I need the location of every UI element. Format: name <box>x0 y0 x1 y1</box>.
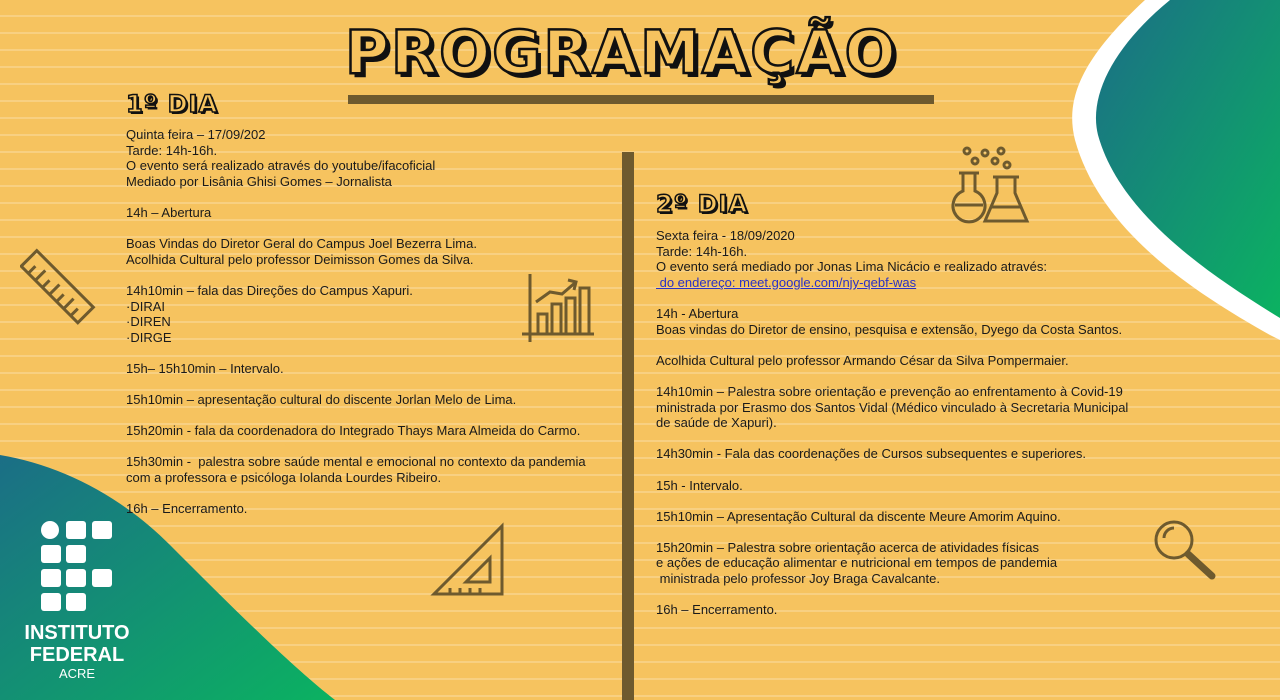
day2-line: 14h30min - Fala das coordenações de Cursos subsequentes e superiores. <box>656 446 1086 462</box>
page-title: PROGRAMAÇÃO <box>345 18 898 88</box>
lab-flasks-icon <box>945 145 1031 225</box>
day1-line <box>126 189 586 205</box>
day2-line: Boas vindas do Diretor de ensino, pesquisa e extensão, Dyego da Costa Santos. <box>656 321 1123 337</box>
magnifier-icon <box>1152 518 1218 582</box>
day2-line <box>656 431 1128 447</box>
day1-line: ·DIRGE <box>126 329 172 345</box>
meet-link[interactable]: do endereço: meet.google.com/njy-qebf-was <box>656 274 917 290</box>
day2-line: 15h20min – Palestra sobre orientação acerca de atividades físicas <box>656 539 1039 555</box>
day1-line <box>126 486 586 502</box>
day1-line: com a professora e psicóloga Iolanda Lourdes Ribeiro. <box>126 470 442 486</box>
day2-line: e ações de educação alimentar e nutricional em tempos de pandemia <box>656 555 1058 571</box>
day1-line: O evento será realizado através do youtube/ifacoficial <box>126 158 436 174</box>
day2-line <box>656 337 1128 353</box>
day2-heading: 2º DIA <box>656 190 749 218</box>
day2-schedule <box>656 228 1128 618</box>
day1-line <box>126 439 586 455</box>
day2-line <box>656 368 1128 384</box>
day1-schedule <box>126 127 586 517</box>
column-divider <box>622 152 634 700</box>
day1-line: 15h– 15h10min – Intervalo. <box>126 360 284 376</box>
day1-heading: 1º DIA <box>126 90 219 118</box>
day2-line: O evento será mediado por Jonas Lima Nicácio e realizado através: <box>656 259 1047 275</box>
day2-line <box>656 462 1128 478</box>
day1-line <box>126 408 586 424</box>
ruler-icon <box>20 244 96 328</box>
day1-line: Tarde: 14h-16h. <box>126 142 218 158</box>
day2-line: 15h - Intervalo. <box>656 477 743 493</box>
day2-line: 14h10min – Palestra sobre orientação e prevenção ao enfrentamento à Covid-19 <box>656 383 1123 399</box>
day2-line: Acolhida Cultural pelo professor Armando César da Silva Pompermaier. <box>656 352 1069 368</box>
growth-chart-icon <box>520 272 596 344</box>
day2-line: 14h - Abertura <box>656 305 739 321</box>
title-underline <box>348 95 934 104</box>
day1-line: ·DIREN <box>126 314 171 330</box>
day1-line <box>126 221 586 237</box>
day1-line: 15h30min - palestra sobre saúde mental e emocional no contexto da pandemia <box>126 454 586 470</box>
logo-text <box>18 622 136 682</box>
day2-line <box>656 290 1128 306</box>
day2-line: 16h – Encerramento. <box>656 602 778 618</box>
if-logo-icon <box>40 520 115 615</box>
day1-line: Acolhida Cultural pelo professor Deimisson Gomes da Silva. <box>126 251 474 267</box>
day2-line: 15h10min – Apresentação Cultural da discente Meure Amorim Aquino. <box>656 508 1061 524</box>
day1-line: ·DIRAI <box>126 298 165 314</box>
day2-line <box>656 493 1128 509</box>
day2-line: ministrada pelo professor Joy Braga Cavalcante. <box>656 571 940 587</box>
set-square-icon <box>430 522 506 598</box>
day1-line: 15h10min – apresentação cultural do discente Jorlan Melo de Lima. <box>126 392 517 408</box>
day1-line: Quinta feira – 17/09/202 <box>126 127 266 142</box>
day1-line <box>126 377 586 393</box>
day2-line <box>656 524 1128 540</box>
logo-line-3: ACRE <box>58 666 96 681</box>
day2-line: ministrada por Erasmo dos Santos Vidal (Médico vinculado à Secretaria Municipal <box>656 399 1129 415</box>
day2-line: Tarde: 14h-16h. <box>656 243 748 259</box>
day1-line <box>126 267 586 283</box>
day1-line: Boas Vindas do Diretor Geral do Campus Joel Bezerra Lima. <box>126 236 477 252</box>
day1-line <box>126 345 586 361</box>
day1-line: 16h – Encerramento. <box>126 501 248 517</box>
logo-line-2: FEDERAL <box>29 644 125 666</box>
day2-line: Sexta feira - 18/09/2020 <box>656 228 795 243</box>
day1-line: Mediado por Lisânia Ghisi Gomes – Jornalista <box>126 173 392 189</box>
day2-line <box>656 587 1128 603</box>
logo-line-1: INSTITUTO <box>24 622 130 644</box>
day1-line: 15h20min - fala da coordenadora do Integrado Thays Mara Almeida do Carmo. <box>126 423 581 439</box>
day1-line: 14h – Abertura <box>126 204 212 220</box>
day1-line: 14h10min – fala das Direções do Campus Xapuri. <box>126 282 413 298</box>
day2-line: de saúde de Xapuri). <box>656 415 777 431</box>
